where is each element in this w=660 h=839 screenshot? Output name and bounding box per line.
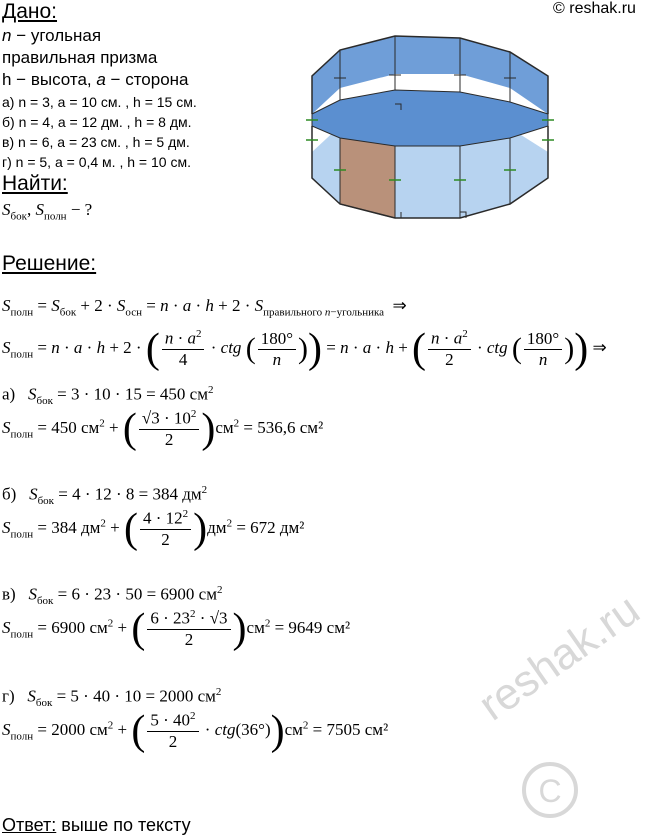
answer-text: выше по тексту (61, 815, 191, 835)
prism-figure (300, 30, 560, 220)
part-c-result: = 9649 см² (274, 617, 351, 637)
formula-line-1: $S_{полн} = S_{бок} + 2 \cdot S_{осн} = n \cdot a \cdot h + 2 \cdot S_{правильного n-угольника}$ ⇒ (2, 296, 407, 319)
prism-base-face (312, 90, 548, 146)
part-c-full: $S_{полн} = 6900$ $см^2$ + ( $\frac{6 \cdot 23^2 \cdot √3}{2}$ )$см^2 = 9649$ см² (2, 606, 351, 652)
given-item-b: б) n = 4, a = 12 дм. , h = 8 дм. (2, 114, 192, 130)
copyright-text: © reshak.ru (553, 0, 636, 17)
part-d-side: г) $S_{бок} = 5 \cdot 40 \cdot 10 = 2000$ $см^2$ (2, 686, 222, 710)
given-item-d: г) n = 5, a = 0,4 м. , h = 10 см. (2, 154, 191, 170)
part-d-result: = 7505 см² (312, 719, 389, 739)
answer-line (2, 815, 191, 836)
given-line-2: правильная призма (2, 48, 158, 67)
part-a-side: а) $S_{бок} = 3 \cdot 10 \cdot 15 = 450$ $см^2$ (2, 384, 214, 408)
find-text: $S_{бок}$, $S_{полн}$ − ? (2, 200, 93, 223)
part-d-full: $S_{полн} = 2000$ $см^2$ + ( $\frac{5 \cdot 40^2}{2}$ · $ctg(36^\circ))см^2 = 7505$ см² (2, 708, 389, 754)
given-line-3: h − высота, a − сторона (2, 70, 189, 89)
answer-title: Ответ: (2, 815, 57, 835)
solution-title: Решение: (2, 252, 97, 275)
svg-text:C: C (538, 773, 562, 809)
given-item-c: в) n = 6, a = 23 см. , h = 5 дм. (2, 134, 190, 150)
formula-line-2: $S_{полн} = n \cdot a \cdot h + 2$ · ( $\frac{n \cdot a^2}{4}$ · ctg ( $\frac{180^\circ}{n}$ )) = n · a · h + ( $\frac{n \cdot a^2}{2}$ · ctg ( $\frac{180^\circ}{n}$ )) ⇒ (2, 326, 607, 372)
find-title: Найти: (2, 172, 68, 195)
part-b-full: $S_{полн} = 384$ $дм^2$ + ( $\frac{4 \cdot 12^2}{2}$ )$дм^2 = 672$ дм² (2, 506, 305, 552)
copyright-icon (520, 760, 580, 820)
part-c-side: в) $S_{бок} = 6 \cdot 23 \cdot 50 = 6900$ $см^2$ (2, 584, 223, 608)
watermark-text: reshak.ru (470, 584, 649, 731)
given-title: Дано: (2, 0, 58, 23)
part-b-result: = 672 дм² (236, 517, 305, 537)
given-line-1: n − угольная (2, 26, 102, 45)
part-b-side: б) $S_{бок} = 4 \cdot 12 \cdot 8 = 384$ $дм^2$ (2, 484, 208, 508)
given-item-a: а) n = 3, a = 10 см. , h = 15 см. (2, 94, 197, 110)
part-a-result: = 536,6 см² (243, 417, 324, 437)
part-a-full: $S_{полн} = 450$ $см^2$ + ( $\frac{√3 \cdot 10^2}{2}$ )$см^2 = 536,6$ см² (2, 406, 324, 452)
